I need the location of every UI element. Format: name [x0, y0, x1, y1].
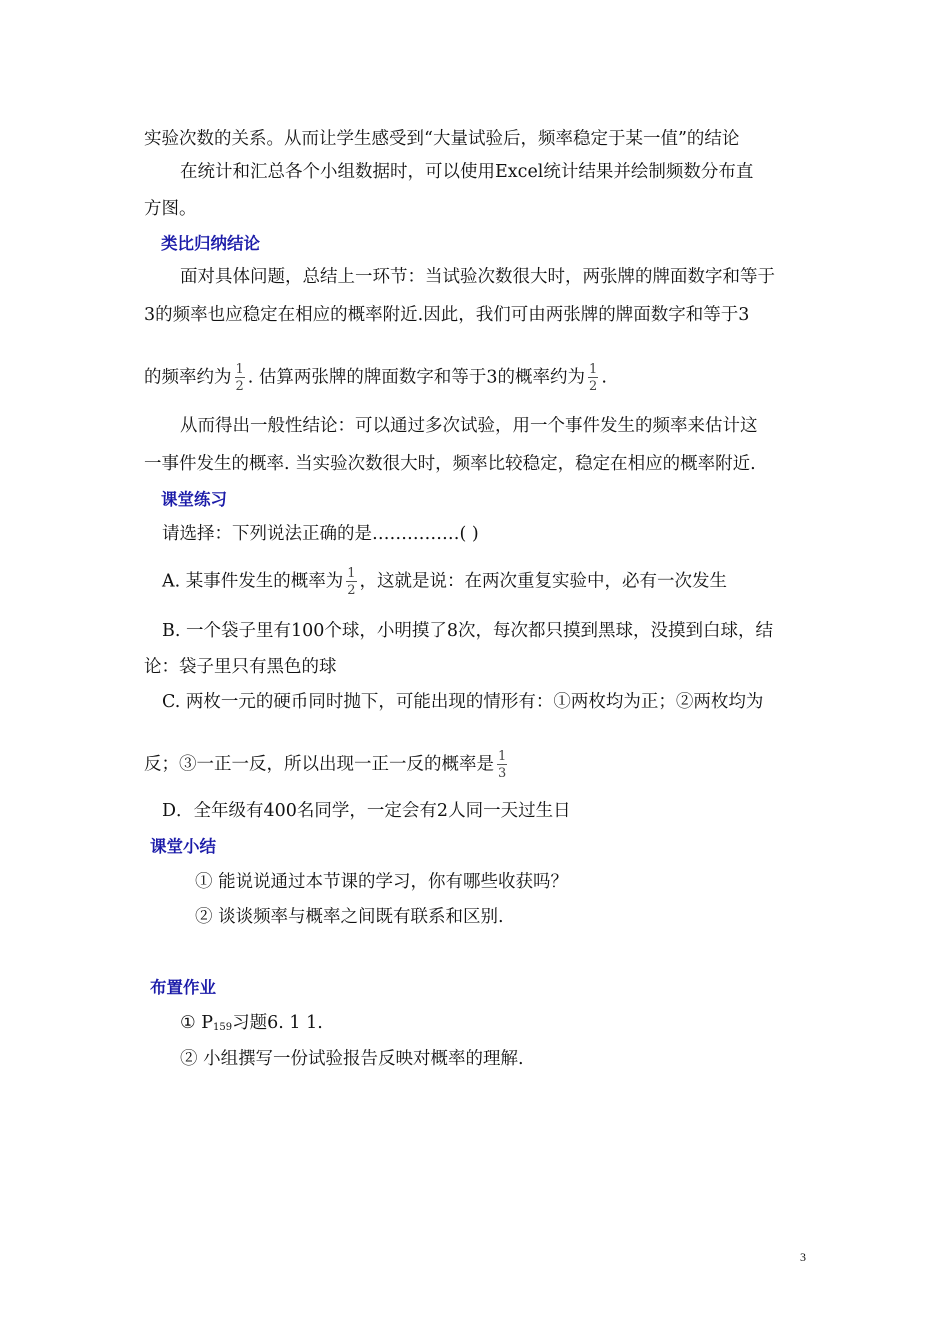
option-d: D．全年级有400名同学，一定会有2人同一天过生日 — [162, 801, 571, 821]
summary-item: ② 谈谈频率与概率之间既有联系和区别. — [195, 907, 504, 927]
fraction-numerator: 1 — [589, 362, 598, 377]
paragraph-line: 在统计和汇总各个小组数据时，可以使用Excel统计结果并绘制频数分布直 — [180, 162, 754, 182]
option-c-continuation — [144, 750, 510, 780]
fraction-denominator: 3 — [498, 766, 507, 781]
fraction-one-half — [346, 567, 356, 597]
text-segment: . 估算两张牌的牌面数字和等于3的概率约为 — [247, 367, 586, 388]
fraction-one-third — [497, 750, 507, 780]
section-heading-summary: 课堂小结 — [150, 837, 216, 856]
page-number: 3 — [800, 1250, 806, 1264]
text-segment: . — [601, 367, 607, 388]
fraction-numerator: 1 — [347, 566, 356, 581]
question-prompt: 请选择：下列说法正确的是……………( ) — [162, 524, 479, 544]
text-segment: 反；③一正一反，所以出现一正一反的概率是 — [144, 754, 494, 775]
option-b: B. 一个袋子里有100个球，小明摸了8次，每次都只摸到黑球，没摸到白球，结 — [162, 621, 774, 641]
fraction-numerator: 1 — [235, 362, 244, 377]
paragraph-line: 实验次数的关系。从而让学生感受到“大量试验后，频率稳定于某一值”的结论 — [144, 129, 740, 149]
option-a — [162, 567, 727, 597]
option-c: C. 两枚一元的硬币同时抛下，可能出现的情形有：①两枚均为正；②两枚均为 — [162, 692, 764, 712]
fraction-denominator: 2 — [347, 583, 356, 598]
option-b-continuation: 论：袋子里只有黑色的球 — [144, 657, 337, 677]
paragraph-line: 面对具体问题，总结上一环节：当试验次数很大时，两张牌的牌面数字和等于 — [180, 267, 775, 287]
fraction-one-half — [235, 363, 245, 393]
text-segment: 的频率约为 — [144, 367, 232, 388]
text-segment: 习题6. 1 1. — [232, 1013, 323, 1033]
fraction-one-half — [588, 363, 598, 393]
homework-item: ② 小组撰写一份试验报告反映对概率的理解. — [180, 1049, 524, 1069]
section-heading-practice: 课堂练习 — [161, 490, 227, 509]
section-heading-homework: 布置作业 — [150, 978, 216, 997]
paragraph-line: 3的频率也应稳定在相应的概率附近.因此，我们可由两张牌的牌面数字和等于3 — [144, 305, 750, 325]
paragraph-line: 一事件发生的概率. 当实验次数很大时，频率比较稳定，稳定在相应的概率附近. — [144, 454, 756, 474]
page-subscript: 159 — [213, 1022, 233, 1033]
fraction-denominator: 2 — [235, 379, 244, 394]
paragraph-line: 从而得出一般性结论：可以通过多次试验，用一个事件发生的频率来估计这 — [180, 416, 758, 436]
text-segment: A. 某事件发生的概率为 — [162, 571, 344, 592]
homework-item — [180, 1012, 323, 1039]
summary-item: ① 能说说通过本节课的学习，你有哪些收获吗？ — [195, 872, 569, 892]
paragraph-line-with-fractions — [144, 363, 607, 393]
fraction-denominator: 2 — [589, 379, 598, 394]
text-segment: ，这就是说：在两次重复实验中，必有一次发生 — [359, 571, 728, 592]
paragraph-line: 方图。 — [144, 199, 197, 219]
section-heading-analogy: 类比归纳结论 — [161, 234, 260, 253]
text-segment: ① P — [180, 1013, 214, 1033]
fraction-numerator: 1 — [498, 749, 507, 764]
